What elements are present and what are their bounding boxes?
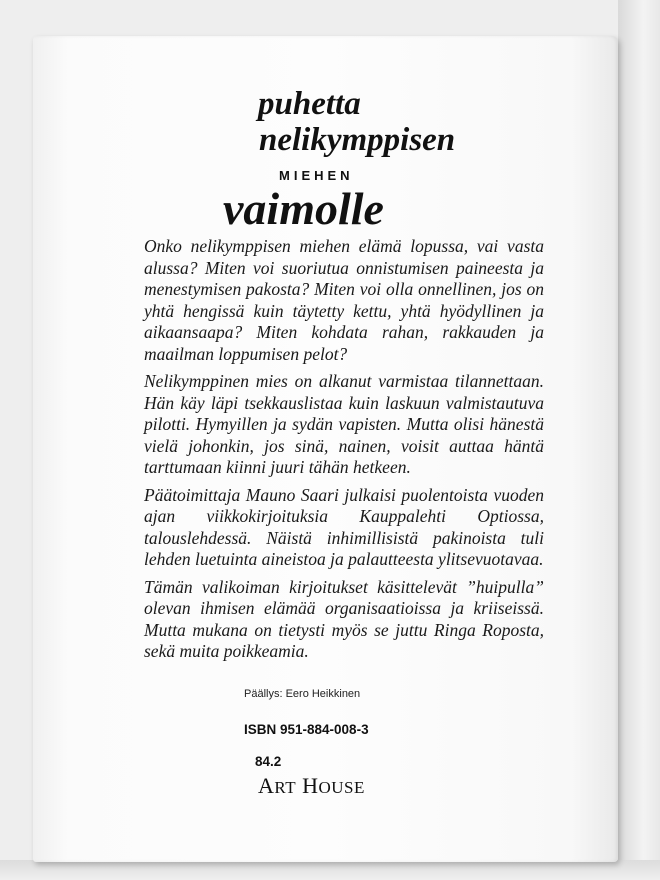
blurb-paragraph-1: Onko nelikymppisen miehen elämä lopussa, vai vasta alussa? Miten voi suoriutua onnistumisen paineesta ja menestymisen pakosta? Miten voi olla onnellinen, jos on yhtä hengissä kuin täytetty kettu, yhtä hyödyllinen ja aikaansaapa? Miten kohdata rahan, rakkauden ja maailman loppumisen pelot? xyxy=(144,236,544,364)
title-line-2: nelikymppisen xyxy=(259,122,456,158)
classification-code: 84.2 xyxy=(255,754,282,769)
blurb-text xyxy=(144,236,544,669)
publisher-name xyxy=(258,773,365,799)
publisher-initial-h: H xyxy=(302,773,319,798)
title-line-3: MIEHEN xyxy=(279,168,354,183)
title-line-1: puhetta xyxy=(258,86,361,122)
publisher-rest-h: OUSE xyxy=(318,778,365,797)
book-back-cover xyxy=(33,36,618,862)
publisher-rest-a: RT xyxy=(274,778,297,797)
title-line-4: vaimolle xyxy=(223,183,384,234)
blurb-paragraph-4: Tämän valikoiman kirjoitukset käsittelevät ”huipulla” olevan ihmisen elämää organisaatioissa ja kriiseissä. Mutta mukana on tietysti myös se juttu Ringa Roposta, sekä muita poikkeamia. xyxy=(144,576,544,661)
publisher-initial-a: A xyxy=(258,773,275,798)
isbn-number: ISBN 951-884-008-3 xyxy=(244,722,369,737)
blurb-paragraph-2: Nelikymppinen mies on alkanut varmistaa tilannettaan. Hän käy läpi tsekkauslistaa kuin laskuun valmistautuva pilotti. Hymyillen ja sydän vapisten. Mutta olisi hänestä vielä johonkin, jos sinä, nainen, voisit auttaa häntä tarttumaan kiinni juuri tähän hetkeen. xyxy=(144,371,544,477)
blurb-paragraph-3: Päätoimittaja Mauno Saari julkaisi puolentoista vuoden ajan viikkokirjoituksia Kauppalehti Optiossa, talouslehdessä. Näistä inhimillisistä pakinoista tuli lehden luetuinta aineistoa ja palautteesta ylitsevuotavaa. xyxy=(144,484,544,569)
cover-credit: Päällys: Eero Heikkinen xyxy=(244,688,361,700)
background-right xyxy=(618,0,660,880)
background-surface xyxy=(0,860,660,880)
